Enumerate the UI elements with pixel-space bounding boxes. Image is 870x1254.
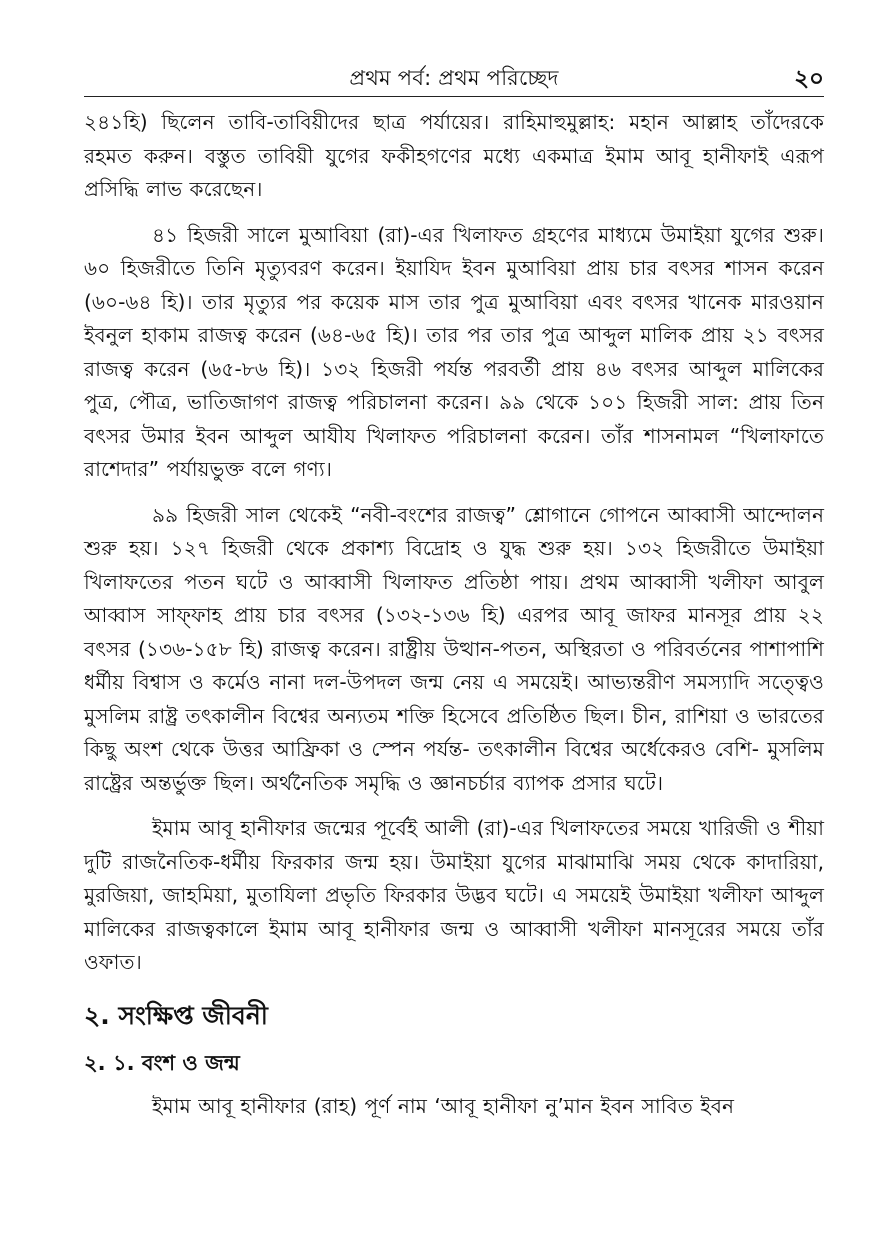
paragraph-abbasid-era: ৯৯ হিজরী সাল থেকেই “নবী-বংশের রাজত্ব” শ্লোগানে গোপনে আব্বাসী আন্দোলন শুরু হয়। ১২৭ হিজরী থেকে প্রকাশ্য বিদ্রোহ ও যুদ্ধ শুরু হয়। ১৩২ হিজরীতে উমাইয়া খিলাফতের পতন ঘটে ও আব্বাসী খিলাফত প্রতিষ্ঠা পায়। প্রথম আব্বাসী খলীফা আবুল আব্বাস সাফ্ফাহ প্রায় চার বৎসর (১৩২-১৩৬ হি) এরপর আবূ জাফর মানসূর প্রায় ২২ বৎসর (১৩৬-১৫৮ হি) রাজত্ব করেন। রাষ্ট্রীয় উত্থান-পতন, অস্থিরতা ও পরিবর্তনের পাশাপাশি ধর্মীয় বিশ্বাস ও কর্মেও নানা দল-উপদল জন্ম নেয় এ সময়েই। আভ্যন্তরীণ সমস্যাদি সত্ত্বেও মুসলিম রাষ্ট্র তৎকালীন বিশ্বের অন্যতম শক্তি হিসেবে প্রতিষ্ঠিত ছিল। চীন, রাশিয়া ও ভারতের কিছু অংশ থেকে উত্তর আফ্রিকা ও স্পেন পর্যন্ত- তৎকালীন বিশ্বের অর্ধেকেরও বেশি- মুসলিম রাষ্ট্রের অন্তর্ভুক্ত ছিল। অর্থনৈতিক সমৃদ্ধি ও জ্ঞানচর্চার ব্যাপক প্রসার ঘটে।	[84, 502, 824, 795]
section-heading: ২. সংক্ষিপ্ত জীবনী	[84, 1000, 268, 1030]
paragraph-umayyad-era: ৪১ হিজরী সালে মুআবিয়া (রা)-এর খিলাফত গ্রহণের মাধ্যমে উমাইয়া যুগের শুরু। ৬০ হিজরীতে তিনি মৃত্যুবরণ করেন। ইয়াযিদ ইবন মুআবিয়া প্রায় চার বৎসর শাসন করেন (৬০-৬৪ হি)। তার মৃত্যুর পর কয়েক মাস তার পুত্র মুআবিয়া এবং বৎসর খানেক মারওয়ান ইবনুল হাকাম রাজত্ব করেন (৬৪-৬৫ হি)। তার পর তার পুত্র আব্দুল মালিক প্রায় ২১ বৎসর রাজত্ব করেন (৬৫-৮৬ হি)। ১৩২ হিজরী পর্যন্ত পরবর্তী প্রায় ৪৬ বৎসর আব্দুল মালিকের পুত্র, পৌত্র, ভাতিজাগণ রাজত্ব পরিচালনা করেন। ৯৯ থেকে ১০১ হিজরী সাল: প্রায় তিন বৎসর উমার ইবন আব্দুল আযীয খিলাফত পরিচালনা করেন। তাঁর শাসনামল “খিলাফাতে রাশেদার” পর্যায়ভুক্ত বলে গণ্য।	[84, 222, 824, 481]
paragraph-sects: ইমাম আবূ হানীফার জন্মের পূর্বেই আলী (রা)-এর খিলাফতের সময়ে খারিজী ও শীয়া দুটি রাজনৈতিক-ধর্মীয় ফিরকার জন্ম হয়। উমাইয়া যুগের মাঝামাঝি সময় থেকে কাদারিয়া, মুরজিয়া, জাহমিয়া, মুতাযিলা প্রভৃতি ফিরকার উদ্ভব ঘটে। এ সময়েই উমাইয়া খলীফা আব্দুল মালিকের রাজত্বকালে ইমাম আবূ হানীফার জন্ম ও আব্বাসী খলীফা মানসূরের সময়ে তাঁর ওফাত।	[84, 816, 824, 974]
body-text	[84, 106, 824, 1123]
subsection-heading: ২. ১. বংশ ও জন্ম	[84, 1050, 240, 1075]
page-number: ২০	[794, 66, 824, 92]
running-head: প্রথম পর্ব: প্রথম পরিচ্ছেদ	[349, 66, 559, 90]
page-header	[84, 60, 824, 97]
paragraph-lineage-start: ইমাম আবূ হানীফার (রাহ) পূর্ণ নাম ‘আবূ হানীফা নু’মান ইবন সাবিত ইবন	[152, 1093, 735, 1118]
paragraph-continuation: ২৪১হি) ছিলেন তাবি-তাবিয়ীদের ছাত্র পর্যায়ের। রাহিমাহুমুল্লাহ: মহান আল্লাহ তাঁদেরকে রহমত করুন। বস্তুত তাবিয়ী যুগের ফকীহগণের মধ্যে একমাত্র ইমাম আবূ হানীফাই এরূপ প্রসিদ্ধি লাভ করেছেন।	[84, 110, 824, 201]
